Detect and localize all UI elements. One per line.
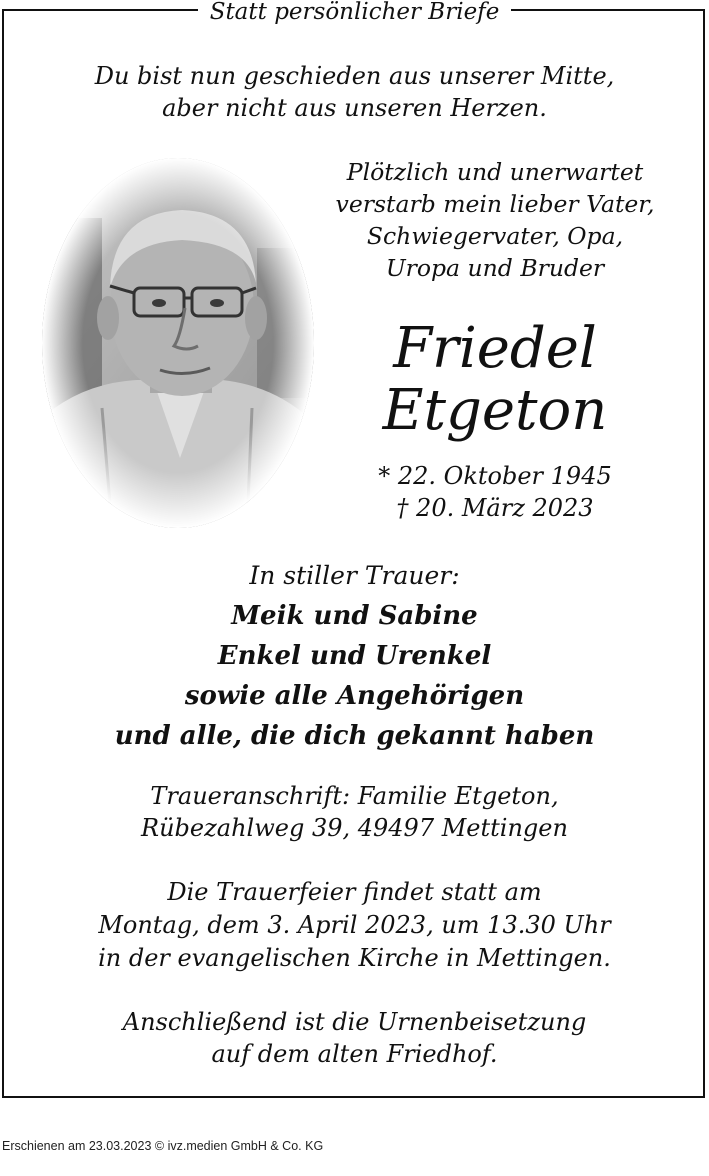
first-name: Friedel xyxy=(393,316,597,381)
motto-line: aber nicht aus unseren Herzen. xyxy=(162,94,547,122)
death-date: † 20. März 2023 xyxy=(396,494,594,522)
intro-line: Schwiegervater, Opa, xyxy=(366,222,624,250)
header-text: Statt persönlicher Briefe xyxy=(198,0,512,25)
address-line: Rübezahlweg 39, 49497 Mettingen xyxy=(141,814,568,842)
mourner-line: Meik und Sabine xyxy=(231,601,478,631)
burial-line: Anschließend ist die Urnenbeisetzung xyxy=(122,1008,587,1036)
mourner-line: sowie alle Angehörigen xyxy=(184,681,525,711)
service-line: in der evangelischen Kirche in Mettingen. xyxy=(98,944,611,972)
urn-burial xyxy=(0,1006,709,1070)
last-name: Etgeton xyxy=(382,378,608,443)
mourner-line: Enkel und Urenkel xyxy=(217,641,492,671)
portrait-image xyxy=(42,158,314,528)
service-line: Montag, dem 3. April 2023, um 13.30 Uhr xyxy=(98,911,611,939)
service-line: Die Trauerfeier findet statt am xyxy=(167,878,542,906)
birth-date: * 22. Oktober 1945 xyxy=(378,462,612,490)
burial-line: auf dem alten Friedhof. xyxy=(211,1040,498,1068)
mourner-line: und alle, die dich gekannt haben xyxy=(114,721,595,751)
motto-line: Du bist nun geschieden aus unserer Mitte, xyxy=(94,62,615,90)
mourning-intro: In stiller Trauer: xyxy=(249,561,460,590)
funeral-service xyxy=(0,876,709,975)
intro-text xyxy=(320,156,670,284)
mourning-address xyxy=(0,780,709,844)
intro-line: verstarb mein lieber Vater, xyxy=(335,190,655,218)
intro-line: Plötzlich und unerwartet xyxy=(346,158,644,186)
publication-footer: Erschienen am 23.03.2023 © ivz.medien GmbH & Co. KG xyxy=(2,1139,324,1153)
portrait-photo xyxy=(42,158,314,528)
deceased-name xyxy=(320,318,670,442)
mourners xyxy=(0,556,709,756)
motto xyxy=(0,60,709,124)
header-title xyxy=(0,0,709,27)
address-line: Traueranschrift: Familie Etgeton, xyxy=(150,782,559,810)
life-dates xyxy=(320,460,670,524)
intro-line: Uropa und Bruder xyxy=(385,254,605,282)
